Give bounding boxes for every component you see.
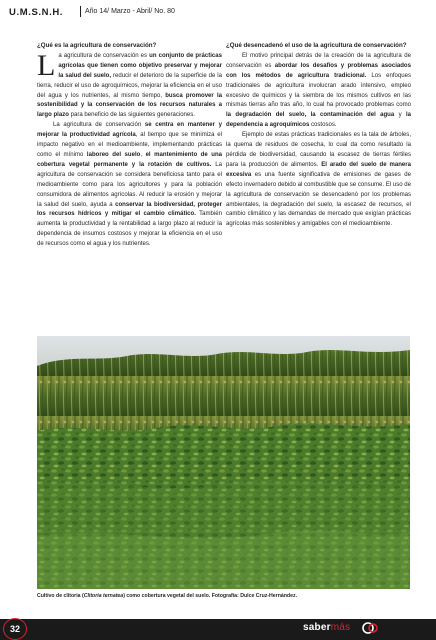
text-run: La agricultura de conservación se considera beneficiosa tanto para el medioambiente como para los agricultores y para la población consumidora de alimentos agrícolas. Al reducir la erosión y mejorar la salud del suelo, ayuda a (37, 161, 222, 208)
text-run: costosos. (309, 122, 337, 129)
text-run: Ejemplo de estas prácticas tradicionales es la tala de árboles, la quema de residuos de cosecha, lo cual da como resultado la pérdida de biodiversidad, causando la escasez de tierras fértiles para la producción de alimentos. (226, 132, 411, 168)
page-number: 32 (3, 618, 27, 640)
logo-text: saber (303, 622, 331, 633)
text-run: También aumenta la productividad y la rentabilidad a largo plazo al reducir la dependencia de insumos costosos y mejorar la eficiencia en el uso de recursos como el agua y los nutrientes. (37, 211, 222, 248)
logo-mark-icon (362, 621, 378, 635)
vegetation-illustration (37, 336, 410, 589)
bold-text: la dependencia a agroquímicos (226, 112, 412, 129)
bold-text: abordar los desafíos y problemas asociados con los métodos de agricultura tradicional. (226, 62, 411, 79)
caption-text: ) como cobertura vegetal del suelo. Fotografía: Dulce Cruz-Hernández. (123, 593, 298, 599)
caption-species: Clitoria ternatea (83, 593, 124, 599)
text-run: reducir el deterioro de la superficie de la tierra, reducir el uso de agroquímicos, mejorar la eficiencia en el uso del agua y los nutrientes, al mismo tiempo, (37, 72, 222, 99)
section-heading: ¿Qué desencadenó el uso de la agricultura de conservación? (226, 42, 407, 49)
bold-text: El arado del suelo de manera excesiva (226, 161, 411, 178)
bold-text: un conjunto de prácticas agrícolas que tienen como objetivo preservar y mejorar la salud del suelo, (58, 52, 222, 79)
bold-text: laboreo del suelo (86, 151, 141, 158)
dropcap: L (37, 48, 56, 82)
paragraph (37, 121, 222, 250)
bold-text: la degradación del suelo, la contaminación del agua (226, 112, 395, 119)
text-run: , (140, 151, 146, 158)
issue-info: Año 14/ Marzo - Abril/ No. 80 (85, 8, 175, 15)
brand-title: U.M.S.N.H. (9, 7, 64, 18)
section-heading: ¿Qué es la agricultura de conservación? (37, 42, 157, 49)
text-run: es una fuente significativa de emisiones de gases de efecto invernadero debido al combustible que se consume. El uso de la agricultura de conservación se desencadenó por los problemas ambientales, la degradación del suelo, la escasez de recursos, el cambio climático y las demandas de mercado que exigían prácticas agrícolas más sostenibles y amigables con el medioambiente. (226, 171, 411, 228)
text-run: a agricultura de conservación es (58, 52, 150, 59)
bold-text: se centra en mantener y mejorar la productividad agrícola (37, 122, 222, 139)
page-header (0, 0, 436, 22)
header-divider (80, 6, 81, 17)
text-run: para beneficio de las siguientes generaciones. (68, 112, 195, 119)
caption-text: Cultivo de clitoria ( (37, 593, 84, 599)
text-run: , al tiempo que se minimiza el impacto negativo en el medioambiente, implementando prácticas como el mínimo (37, 132, 223, 158)
field-photo (37, 336, 410, 589)
paragraph (37, 48, 222, 121)
photo-caption (37, 593, 410, 599)
right-column (226, 41, 411, 230)
bold-text: busca promover la sostenibilidad y la conservación de los recursos naturales a largo plazo (37, 92, 222, 119)
bold-text: el mantenimiento de una cobertura vegetal permanente y la rotación de cultivos. (37, 151, 222, 168)
text-run: y (394, 112, 406, 119)
bold-text: conservar la biodiversidad, proteger los recursos hídricos y mitigar el cambio climático. (37, 201, 222, 218)
left-column (37, 41, 222, 250)
magazine-logo (303, 622, 350, 633)
paragraph (226, 131, 411, 230)
text-run: La agricultura de conservación (53, 122, 145, 129)
text-run: Los enfoques tradicionales de agricultura involucran arado intensivo, empleo excesivo de químicos y la siembra de los mismos cultivos en las mismas tierras año tras año, lo cual ha provocado problemas como (226, 72, 411, 109)
logo-accent: más (330, 622, 351, 633)
text-run: El motivo principal detrás de la creación de la agricultura de conservación es (226, 52, 411, 69)
paragraph (226, 52, 411, 131)
